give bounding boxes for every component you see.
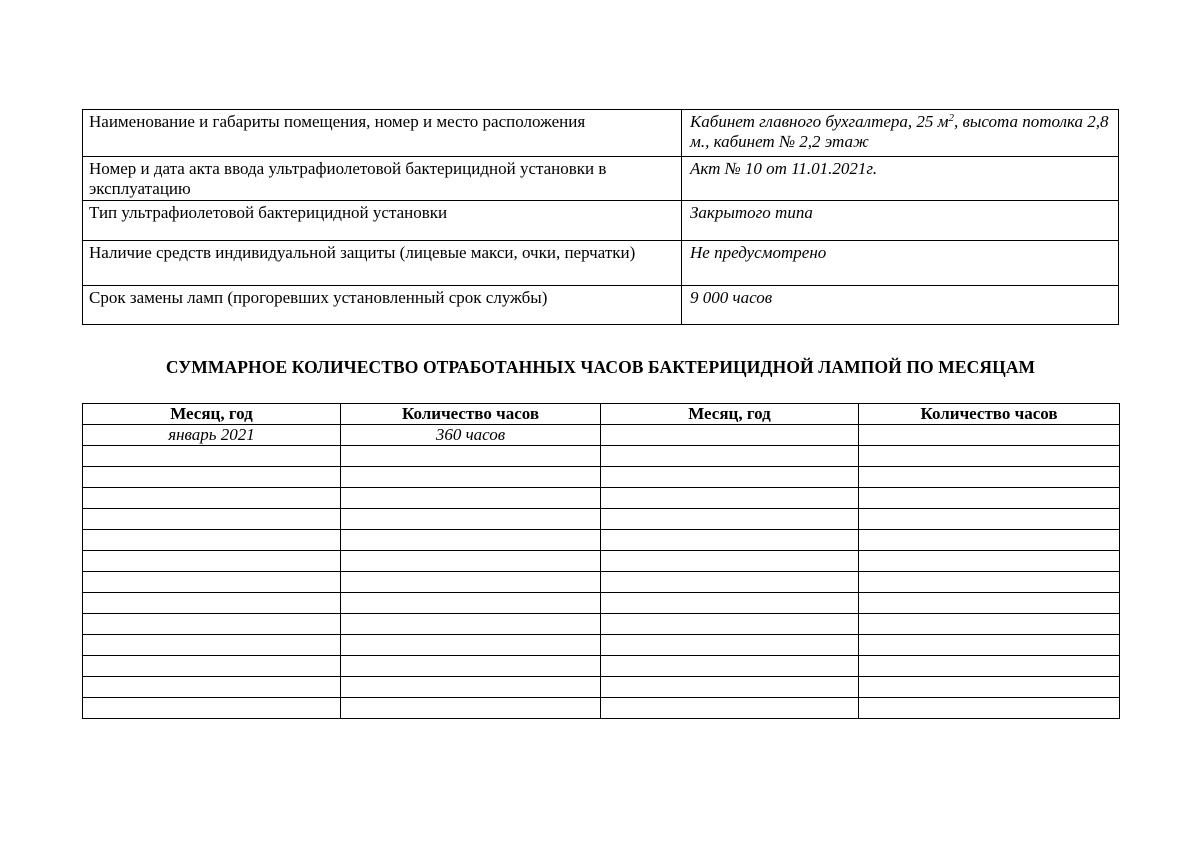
hours-count-cell (341, 572, 601, 593)
month-year-cell (83, 656, 341, 677)
hours-count-cell (859, 467, 1120, 488)
hours-count-cell (341, 446, 601, 467)
month-year-cell (601, 656, 859, 677)
lamp-replacement-value: 9 000 часов (682, 286, 1119, 325)
hours-count-header: Количество часов (341, 404, 601, 425)
info-row-commissioning-act (83, 157, 1119, 201)
hours-table-row (83, 572, 1120, 593)
month-year-cell (83, 530, 341, 551)
hours-count-cell (859, 530, 1120, 551)
month-year-cell (83, 467, 341, 488)
lamp-replacement-label: Срок замены ламп (прогоревших установленный срок службы) (83, 286, 682, 325)
month-year-cell: январь 2021 (83, 425, 341, 446)
month-year-cell (601, 698, 859, 719)
hours-table-row (83, 698, 1120, 719)
month-year-cell (601, 572, 859, 593)
month-year-cell (83, 572, 341, 593)
monthly-hours-table (82, 403, 1120, 719)
hours-table-row (83, 635, 1120, 656)
protective-equipment-label: Наличие средств индивидуальной защиты (лицевые макси, очки, перчатки) (83, 241, 682, 286)
hours-table-body (83, 425, 1120, 719)
hours-count-cell (859, 509, 1120, 530)
hours-count-cell (859, 677, 1120, 698)
hours-count-cell (341, 488, 601, 509)
premises-value-text: Кабинет главного бухгалтера, 25 м (690, 112, 949, 131)
month-year-cell (601, 677, 859, 698)
hours-table-row (83, 614, 1120, 635)
month-year-cell (601, 509, 859, 530)
hours-count-cell (341, 530, 601, 551)
month-year-cell (601, 467, 859, 488)
info-row-protective-equipment (83, 241, 1119, 286)
month-year-header: Месяц, год (83, 404, 341, 425)
hours-count-header: Количество часов (859, 404, 1120, 425)
hours-table-row (83, 530, 1120, 551)
commissioning-act-value: Акт № 10 от 11.01.2021г. (682, 157, 1119, 201)
hours-count-cell (341, 593, 601, 614)
hours-table-row (83, 509, 1120, 530)
hours-table-header-row (83, 404, 1120, 425)
hours-table-row (83, 551, 1120, 572)
hours-table-row (83, 677, 1120, 698)
hours-count-cell (341, 698, 601, 719)
month-year-cell (83, 488, 341, 509)
info-row-lamp-replacement (83, 286, 1119, 325)
month-year-cell (83, 614, 341, 635)
hours-count-cell (341, 677, 601, 698)
month-year-cell (83, 677, 341, 698)
info-row-premises (83, 110, 1119, 157)
premises-info-table (82, 109, 1119, 325)
month-year-cell (601, 446, 859, 467)
hours-count-cell (341, 614, 601, 635)
month-year-header: Месяц, год (601, 404, 859, 425)
installation-type-value: Закрытого типа (682, 201, 1119, 241)
month-year-cell (601, 614, 859, 635)
hours-count-cell (341, 509, 601, 530)
month-year-cell (601, 551, 859, 572)
hours-count-cell: 360 часов (341, 425, 601, 446)
hours-table-row (83, 488, 1120, 509)
month-year-cell (601, 488, 859, 509)
hours-count-cell (859, 551, 1120, 572)
commissioning-act-label: Номер и дата акта ввода ультрафиолетовой бактерицидной установки в эксплуатацию (83, 157, 682, 201)
hours-count-cell (859, 572, 1120, 593)
month-year-cell (83, 635, 341, 656)
hours-table-row (83, 467, 1120, 488)
month-year-cell (83, 509, 341, 530)
month-year-cell (83, 551, 341, 572)
premises-value (682, 110, 1119, 157)
hours-table-row (83, 656, 1120, 677)
hours-count-cell (859, 488, 1120, 509)
month-year-cell (601, 530, 859, 551)
hours-table-row (83, 446, 1120, 467)
month-year-cell (83, 446, 341, 467)
premises-label: Наименование и габариты помещения, номер и место расположения (83, 110, 682, 157)
month-year-cell (83, 698, 341, 719)
month-year-cell (601, 425, 859, 446)
protective-equipment-value: Не предусмотрено (682, 241, 1119, 286)
premises-value-text-rest: , высота потолка 2,8 м., кабинет № 2,2 этаж (690, 112, 1109, 151)
hours-table-row (83, 425, 1120, 446)
hours-count-cell (859, 425, 1120, 446)
hours-count-cell (341, 656, 601, 677)
hours-count-cell (859, 635, 1120, 656)
hours-count-cell (859, 698, 1120, 719)
hours-count-cell (859, 656, 1120, 677)
hours-count-cell (859, 593, 1120, 614)
hours-count-cell (859, 614, 1120, 635)
hours-count-cell (859, 446, 1120, 467)
hours-count-cell (341, 467, 601, 488)
premises-value-superscript: 2 (948, 112, 955, 124)
month-year-cell (83, 593, 341, 614)
hours-count-cell (341, 635, 601, 656)
summary-heading: СУММАРНОЕ КОЛИЧЕСТВО ОТРАБОТАННЫХ ЧАСОВ БАКТЕРИЦИДНОЙ ЛАМПОЙ ПО МЕСЯЦАМ (165, 357, 1036, 377)
hours-count-cell (341, 551, 601, 572)
month-year-cell (601, 593, 859, 614)
installation-type-label: Тип ультрафиолетовой бактерицидной установки (83, 201, 682, 241)
info-row-installation-type (83, 201, 1119, 241)
month-year-cell (601, 635, 859, 656)
hours-table-row (83, 593, 1120, 614)
